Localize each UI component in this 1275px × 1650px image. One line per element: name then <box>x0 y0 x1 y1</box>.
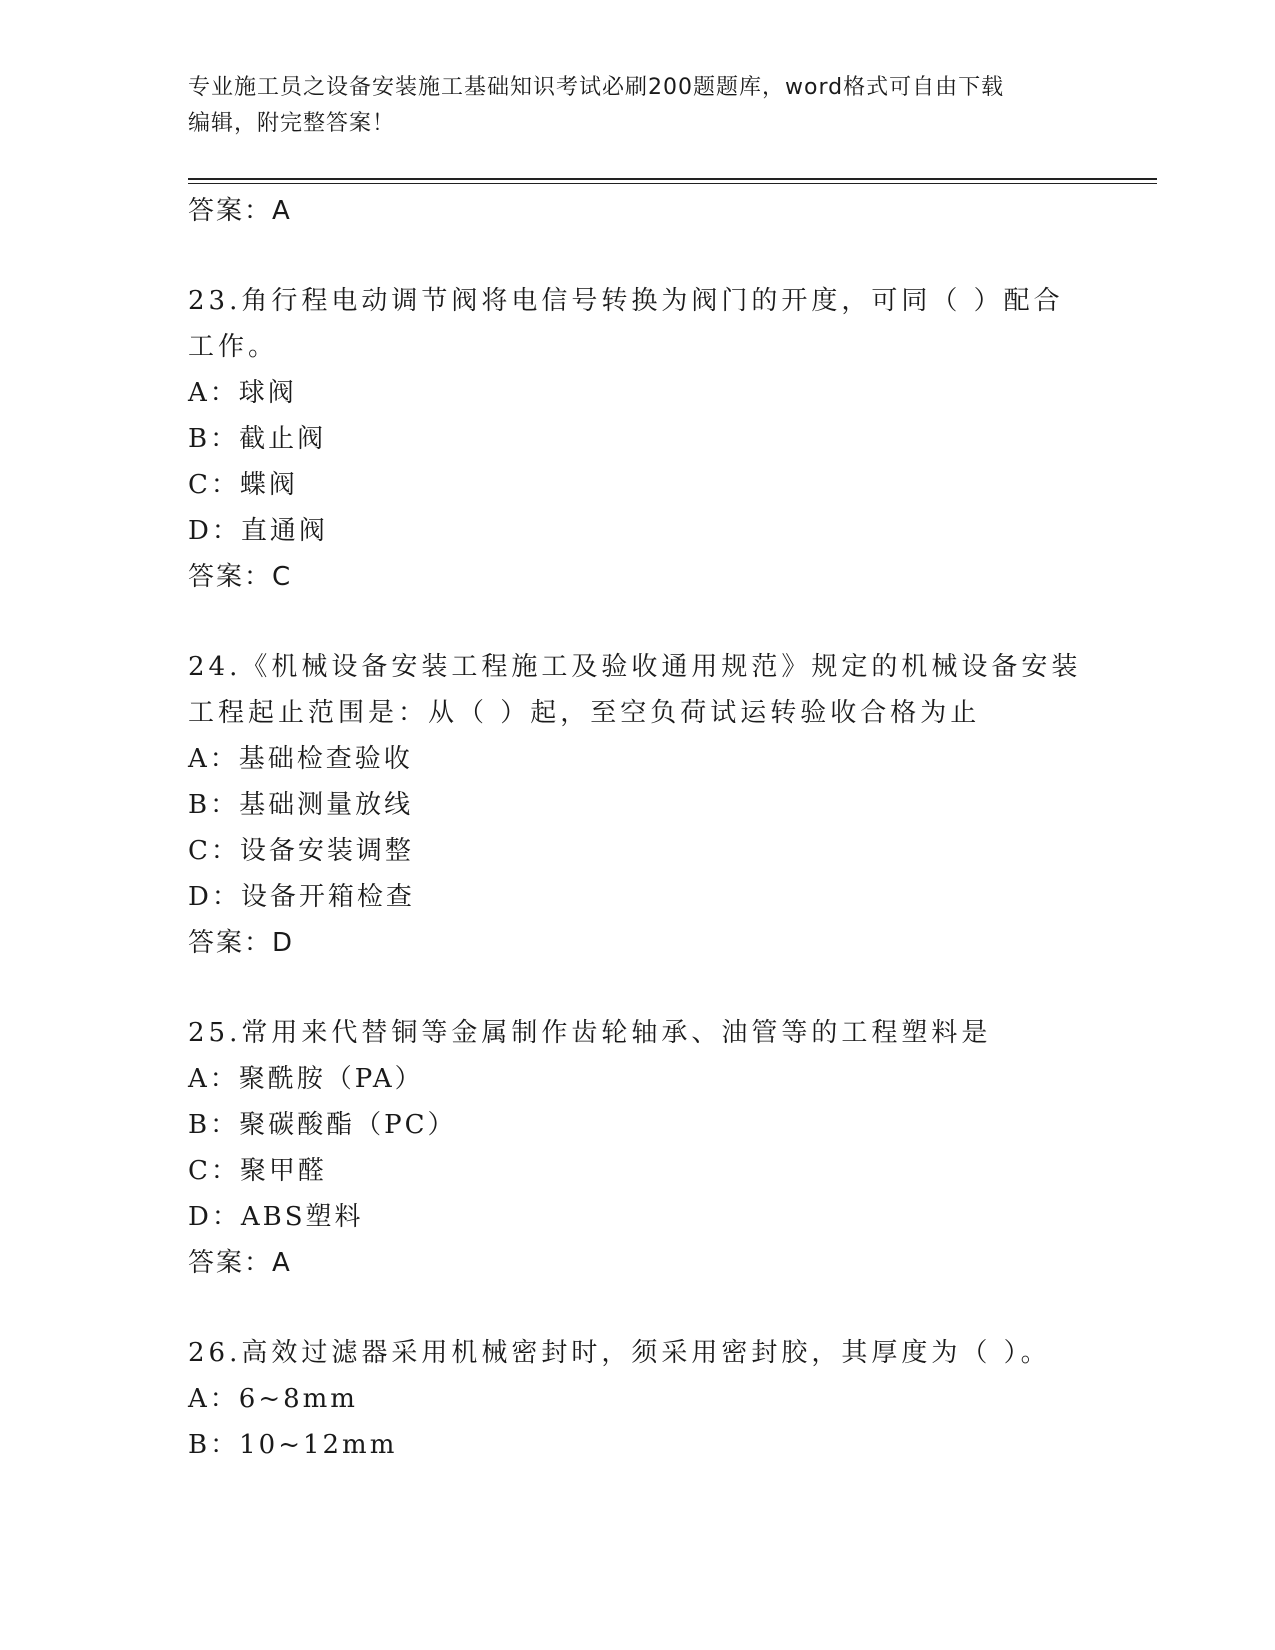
header-divider-thin <box>188 183 1157 184</box>
question-26 <box>188 1330 1088 1468</box>
question-text: 25.常用来代替铜等金属制作齿轮轴承、油管等的工程塑料是 <box>188 1018 992 1048</box>
question-23 <box>188 278 1088 600</box>
option-d: D：设备开箱检查 <box>188 882 415 912</box>
option-b: B：截止阀 <box>188 424 327 454</box>
option-d: D：直通阀 <box>188 516 328 546</box>
header-line-1: 专业施工员之设备安装施工基础知识考试必刷200题题库，word格式可自由下载 <box>188 75 1005 100</box>
question-text: 24.《机械设备安装工程施工及验收通用规范》规定的机械设备安装工程起止范围是：从（ ）起，至空负荷试运转验收合格为止 <box>188 652 1082 728</box>
option-a: A：球阀 <box>188 378 297 408</box>
header-divider-thick <box>188 178 1157 180</box>
previous-answer: 答案：A <box>188 196 292 226</box>
answer: 答案：C <box>188 562 293 592</box>
answer: 答案：D <box>188 928 295 958</box>
option-b: B：10~12mm <box>188 1430 398 1460</box>
answer: 答案：A <box>188 1248 292 1278</box>
option-c: C：聚甲醛 <box>188 1156 327 1186</box>
option-a: A：6~8mm <box>188 1384 358 1414</box>
question-list <box>188 188 1088 1468</box>
option-c: C：蝶阀 <box>188 470 298 500</box>
option-b: B：聚碳酸酯（PC） <box>188 1110 457 1140</box>
header-line-2: 编辑，附完整答案！ <box>188 111 396 136</box>
question-25 <box>188 1010 1088 1286</box>
option-a: A：基础检查验收 <box>188 744 413 774</box>
option-c: C：设备安装调整 <box>188 836 414 866</box>
option-b: B：基础测量放线 <box>188 790 414 820</box>
document-header <box>188 70 1088 142</box>
option-a: A：聚酰胺（PA） <box>188 1064 424 1094</box>
question-text: 26.高效过滤器采用机械密封时，须采用密封胶，其厚度为（ ）。 <box>188 1338 1051 1368</box>
question-text: 23.角行程电动调节阀将电信号转换为阀门的开度，可同（ ）配合工作。 <box>188 286 1064 362</box>
question-24 <box>188 644 1088 966</box>
option-d: D：ABS塑料 <box>188 1202 364 1232</box>
